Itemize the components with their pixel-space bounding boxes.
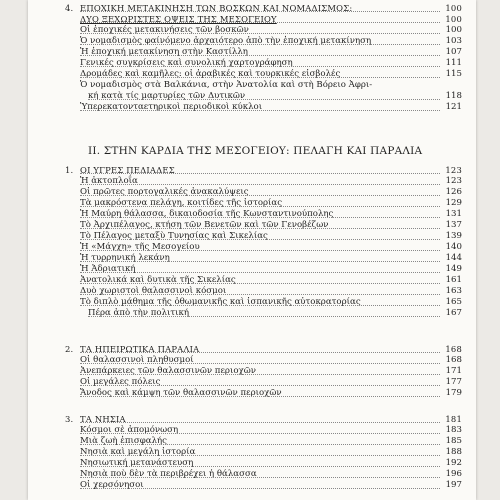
toc-entry[interactable]: Δυὸ χωριστοὶ θαλασσινοὶ κόσμοι 163: [80, 286, 462, 296]
toc-entry[interactable]: Ἡ ἀκτοπλοΐα 123: [80, 176, 462, 186]
toc-entry[interactable]: Ἡ Ἀδριατική 149: [80, 264, 462, 274]
section-header[interactable]: ΟΙ ΥΓΡΕΣ ΠΕΔΙΑΔΕΣ 123: [80, 165, 462, 175]
toc-entry[interactable]: Οἱ χερσόνησοι 197: [80, 480, 462, 490]
section-number-1: 1.: [65, 165, 74, 175]
toc-entry[interactable]: Κόσμοι σὲ ἀπομόνωση 183: [80, 425, 462, 435]
toc-entry[interactable]: Μιὰ ζωὴ ἐπισφαλής 185: [80, 436, 462, 446]
toc-entry[interactable]: Ἡ Μαύρη θάλασσα, δικαιοδοσία τῆς Κωνσταντινούπολης 131: [80, 209, 462, 219]
toc-entry[interactable]: Οἱ μεγάλες πόλεις 177: [80, 377, 462, 387]
toc-entry[interactable]: Ὑπερεκατονταετηρικοὶ περιοδικοὶ κύκλοι 121: [80, 102, 462, 112]
toc-entry[interactable]: Ὁ νομαδισμὸς στὰ Βαλκάνια, στὴν Ἀνατολία καὶ στὴ Βόρειο Ἀφρι-: [80, 80, 373, 90]
section-number-2: 2.: [65, 344, 74, 354]
toc-entry[interactable]: κή κατὰ τίς μαρτυρίες τῶν Δυτικῶν 118: [88, 91, 462, 101]
toc-entry[interactable]: Οἱ πρῶτες πορτογαλικές ἀνακαλύψεις 126: [80, 187, 462, 197]
toc-entry[interactable]: Ἡ ἐποχική μετακίνηση στὴν Καστίλλη 107: [80, 47, 462, 57]
toc-entry[interactable]: Νησιωτική μετανάστευση 192: [80, 458, 462, 468]
toc-entry[interactable]: Νησιὰ ποὺ δὲν τὰ περιβρέχει ἡ θάλασσα 196: [80, 469, 462, 479]
toc-entry[interactable]: Ἡ «Μάγχη» τῆς Μεσογείου 140: [80, 242, 462, 252]
toc-entry[interactable]: Τὸ Πέλαγος μεταξὺ Τυνησίας καὶ Σικελίας 139: [80, 231, 462, 241]
section-header[interactable]: ΤΑ ΝΗΣΙΑ 181: [80, 414, 462, 424]
book-page: [28, 0, 476, 500]
section-header-line1: ΕΠΟΧΙΚΗ ΜΕΤΑΚΙΝΗΣΗ ΤΩΝ ΒΟΣΚΩΝ ΚΑΙ ΝΟΜΑΔΙΣΜΟΣ: 100: [80, 3, 462, 13]
toc-entry[interactable]: Πέρα ἀπὸ τὴν πολιτική 167: [88, 308, 462, 318]
section-header[interactable]: ΤΑ ΗΠΕΙΡΩΤΙΚΑ ΠΑΡΑΛΙΑ 168: [80, 344, 462, 354]
chapter-title: II. ΣΤΗΝ ΚΑΡΔΙΑ ΤΗΣ ΜΕΣΟΓΕΙΟΥ: ΠΕΛΑΓΗ ΚΑΙ ΠΑΡΑΛΙΑ: [88, 145, 423, 157]
toc-entry[interactable]: Τὸ Ἀρχιπέλαγος, κτήση τῶν Βενετῶν καὶ τῶν Γενοβέζων 137: [80, 220, 462, 230]
toc-entry[interactable]: Οἱ θαλασσινοὶ πληθυσμοί 168: [80, 355, 462, 365]
toc-entry[interactable]: Τὸ διπλὸ μάθημα τῆς ὀθωμανικῆς καὶ ἱσπανικῆς αὐτοκρατορίας 165: [80, 297, 462, 307]
toc-entry[interactable]: Ὁ νομαδισμὸς φαίνόμενο ἀρχαιότερο ἀπὸ τὴν ἐποχική μετακίνηση 103: [80, 36, 462, 46]
toc-entry[interactable]: Γενικές συγκρίσεις καὶ συνολική χαρτογράφηση 111: [80, 58, 462, 68]
toc-entry[interactable]: Οἱ ἐποχικές μετακινήσεις τῶν βοσκῶν 100: [80, 25, 462, 35]
toc-entry[interactable]: Τὰ μακρόστενα πελάγη, κοιτίδες τῆς ἱστορίας 129: [80, 198, 462, 208]
toc-entry[interactable]: Δρομάδες καὶ καμῆλες: οἱ ἀραβικές καὶ τουρκικές εἰσβολές 115: [80, 69, 462, 79]
section-header-line2: ΔΥΟ ΞΕΧΩΡΙΣΤΕΣ ΟΨΕΙΣ ΤΗΣ ΜΕΣΟΓΕΙΟΥ 100: [80, 14, 462, 24]
toc-entry[interactable]: Ἄνοδος καὶ κάμψη τῶν θαλασσινῶν περιοχῶν 179: [80, 388, 462, 398]
toc-entry[interactable]: Νησιὰ καὶ μεγάλη ἱστορία 188: [80, 447, 462, 457]
toc-entry[interactable]: Ἀνεπάρκειες τῶν θαλασσινῶν περιοχῶν 171: [80, 366, 462, 376]
section-number-3: 3.: [65, 414, 74, 424]
toc-entry[interactable]: Ἀνατολικά καὶ δυτικὰ τῆς Σικελίας 161: [80, 275, 462, 285]
toc-entry[interactable]: Ἡ τυρρηνική λεκάνη 144: [80, 253, 462, 263]
section-number-4: 4.: [65, 3, 74, 13]
